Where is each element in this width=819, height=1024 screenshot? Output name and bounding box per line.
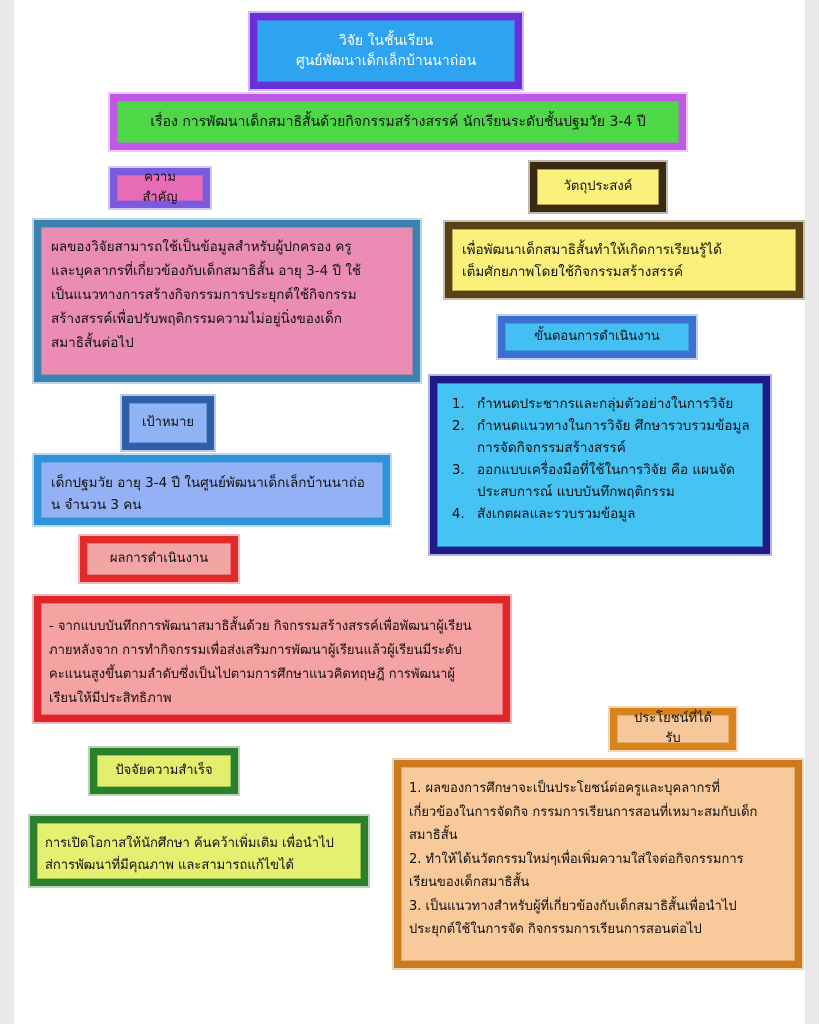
benefits-box	[394, 760, 802, 968]
target-heading-box	[122, 396, 214, 450]
importance-heading: ความสำคัญ	[142, 170, 178, 205]
importance-line: เป็นแนวทางการสร้างกิจกรรมการประยุกต์ใช้กิจกรรม	[51, 287, 357, 303]
benefits-heading: ประโยชน์ที่ได้รับ	[633, 711, 713, 746]
target-line: เด็กปฐมวัย อายุ 3-4 ปี ในศูนย์พัฒนาเด็กเล็กบ้านนาถ่อ	[51, 475, 365, 491]
results-line: - จากแบบบันทึกการพัฒนาสมาธิสั้นด้วย กิจกรรมสร้างสรรค์เพื่อพัฒนาผู้เรียน	[49, 619, 472, 634]
procedure-heading-box	[498, 316, 696, 358]
importance-line: และบุคลากรที่เกี่ยวข้องกับเด็กสมาธิสั้น อายุ 3-4 ปี ใช้	[51, 263, 362, 279]
success-line: การเปิดโอกาสให้นักศึกษา ค้นคว้าเพิ่มเติม เพื่อนำไป	[45, 836, 334, 851]
results-box	[34, 596, 510, 722]
procedure-steps	[445, 393, 755, 525]
results-line: คะแนนสูงขึ้นตามลำดับซึ่งเป็นไปตามการศึกษาแนวคิดทฤษฎี การพัฒนาผู้	[49, 667, 456, 682]
procedure-step: 4. สังเกตผลและรวบรวมข้อมูล	[469, 503, 755, 525]
results-heading-box	[80, 536, 238, 582]
importance-line: ผลของวิจัยสามารถใช้เป็นข้อมูลสำหรับผู้ปกครอง ครู	[51, 239, 352, 255]
importance-line: สมาธิสั้นต่อไป	[51, 335, 134, 351]
importance-box	[34, 220, 420, 382]
benefits-line: 1. ผลของการศึกษาจะเป็นประโยชน์ต่อครูและบุคลากรที่	[409, 781, 720, 796]
results-heading: ผลการดำเนินงาน	[109, 551, 209, 566]
results-line: ภายหลังจาก การทำกิจกรรมเพื่อส่งเสริมการพัฒนาผู้เรียนแล้วผู้เรียนมีระดับ	[49, 643, 462, 658]
success-box	[30, 816, 368, 886]
objective-heading-box	[530, 162, 666, 212]
objective-box	[445, 222, 803, 298]
benefits-line: 3. เป็นแนวทางสำหรับผู้ที่เกี่ยวข้องกับเด็กสมาธิสั้นเพื่อนำไป	[409, 898, 737, 914]
procedure-step: 2. กำหนดแนวทางในการวิจัย ศึกษารวบรวมข้อมูล การจัดกิจกรรมสร้างสรรค์	[469, 415, 755, 459]
procedure-heading: ขั้นตอนการดำเนินงาน	[534, 329, 660, 344]
target-heading: เป้าหมาย	[141, 415, 195, 430]
objective-line: เต็มศักยภาพโดยใช้กิจกรรมสร้างสรรค์	[462, 264, 684, 280]
benefits-line: สมาธิสั้น	[409, 828, 458, 843]
objective-line: เพื่อพัฒนาเด็กสมาธิสั้นทำให้เกิดการเรียนรู้ได้	[462, 242, 722, 258]
procedure-box	[430, 376, 770, 554]
benefits-line: ประยุกต์ใช้ในการจัด กิจกรรมการเรียนการสอนต่อไป	[409, 922, 702, 937]
title-line-1: วิจัย ในชั้นเรียน	[338, 33, 434, 49]
subject-box	[110, 94, 686, 150]
importance-line: สร้างสรรค์เพื่อปรับพฤติกรรมความไม่อยู่นิ่งของเด็ก	[51, 311, 342, 327]
benefits-heading-box	[610, 708, 736, 750]
title-box	[250, 13, 522, 89]
success-heading-box	[90, 748, 238, 794]
results-line: เรียนให้มีประสิทธิภาพ	[49, 691, 172, 706]
success-heading: ปัจจัยความสำเร็จ	[115, 763, 213, 778]
success-line: ส่การพัฒนาที่มีคุณภาพ และสามารถแก้ไขได้	[45, 858, 294, 873]
target-box	[34, 455, 390, 525]
objective-heading: วัตถุประสงค์	[563, 179, 633, 194]
procedure-step: 3. ออกแบบเครื่องมือที่ใช้ในการวิจัย คือ แผนจัด ประสบการณ์ แบบบันทึกพฤติกรรม	[469, 459, 755, 503]
title-line-2: ศูนย์พัฒนาเด็กเล็กบ้านนาถ่อน	[295, 53, 477, 69]
benefits-line: เกี่ยวข้องในการจัดกิจ กรรมการเรียนการสอนที่เหมาะสมกับเด็ก	[409, 804, 758, 820]
importance-heading-box	[110, 168, 210, 208]
subject-text: เรื่อง การพัฒนาเด็กสมาธิสั้นด้วยกิจกรรมสร้างสรรค์ นักเรียนระดับชั้นปฐมวัย 3-4 ปี	[150, 114, 646, 130]
target-line: น จำนวน 3 คน	[51, 497, 142, 513]
procedure-step: 1. กำหนดประชากรและกลุ่มตัวอย่างในการวิจัย	[469, 393, 755, 415]
benefits-line: เรียนของเด็กสมาธิสั้น	[409, 875, 530, 890]
benefits-line: 2. ทำให้ได้นวัตกรรมใหม่ๆเพื่อเพิ่มความใส่ใจต่อกิจกรรมการ	[409, 851, 744, 867]
